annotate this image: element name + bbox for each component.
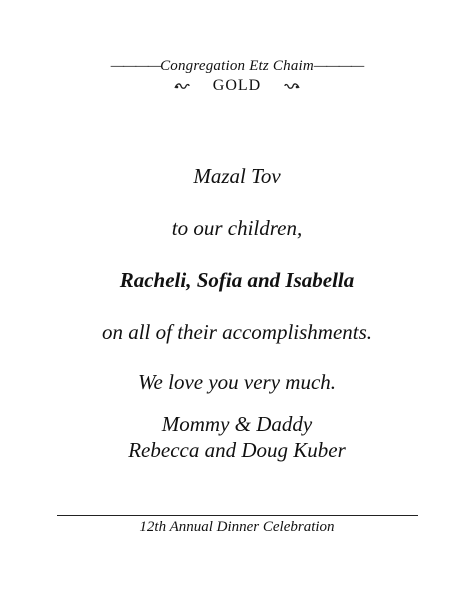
event-title: 12th Annual Dinner Celebration — [139, 519, 335, 535]
accomplishments-line: on all of their accomplishments. — [101, 320, 373, 344]
recipient-intro-line: to our children, — [171, 216, 303, 240]
header-rule-left: ———— — [110, 58, 161, 74]
love-line: We love you very much. — [137, 370, 337, 394]
honoree-names: Racheli, Sofia and Isabella — [119, 268, 355, 292]
sponsorship-level: GOLD — [212, 77, 262, 94]
sponsorship-level-line — [0, 77, 474, 95]
signers-line: Rebecca and Doug Kuber — [128, 438, 346, 462]
greeting-line: Mazal Tov — [193, 164, 281, 188]
footer-divider — [57, 515, 418, 516]
ad-header — [0, 58, 474, 95]
flourish-right-icon — [284, 81, 300, 91]
flourish-left-icon — [174, 81, 190, 91]
organization-line — [0, 58, 474, 75]
parents-line: Mommy & Daddy — [161, 412, 313, 436]
organization-name: Congregation Etz Chaim — [160, 58, 314, 74]
header-rule-right: ———— — [313, 58, 364, 74]
